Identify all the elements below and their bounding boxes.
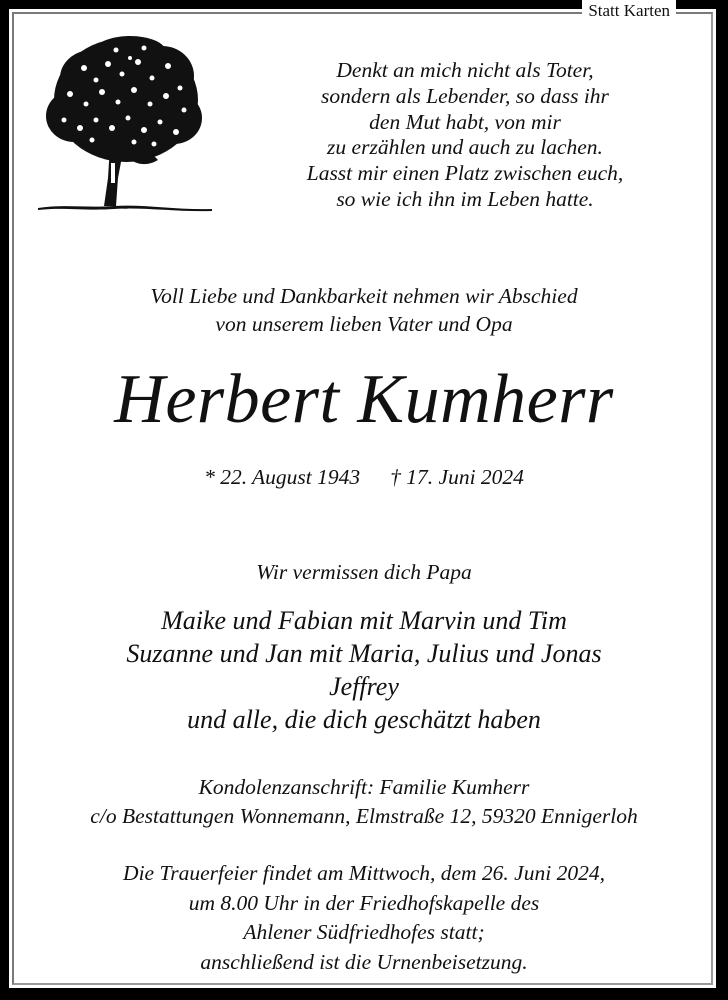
- mourners-list: [0, 604, 728, 736]
- condolence-line: c/o Bestattungen Wonnemann, Elmstraße 12, 59320 Ennigerloh: [90, 804, 638, 828]
- poem-line: so wie ich ihn im Leben hatte.: [336, 186, 594, 211]
- farewell-line: von unserem lieben Vater und Opa: [215, 312, 513, 336]
- service-line: um 8.00 Uhr in der Friedhofskapelle des: [188, 890, 540, 915]
- deceased-name: Herbert Kumherr: [114, 361, 614, 438]
- poem-line: Denkt an mich nicht als Toter,: [336, 58, 594, 82]
- statt-karten-label: Statt Karten: [582, 0, 676, 22]
- mourner-line: Suzanne und Jan mit Maria, Julius und Jonas: [126, 639, 602, 668]
- life-dates: [0, 463, 728, 491]
- tree-icon: [34, 28, 214, 218]
- poem-line: den Mut habt, von mir: [369, 109, 561, 134]
- poem-line: zu erzählen und auch zu lachen.: [327, 135, 603, 160]
- poem-line: sondern als Lebender, so dass ihr: [321, 83, 609, 108]
- farewell-line: Voll Liebe und Dankbarkeit nehmen wir Abschied: [150, 284, 578, 308]
- condolence-address: [0, 773, 728, 831]
- birth-date: * 22. August 1943: [204, 465, 361, 489]
- mourners-intro: Wir vermissen dich Papa: [256, 560, 472, 584]
- mourner-line: Jeffrey: [329, 672, 399, 701]
- mourner-line: und alle, die dich geschätzt haben: [187, 705, 541, 734]
- service-line: anschließend ist die Urnenbeisetzung.: [200, 949, 528, 974]
- poem-line: Lasst mir einen Platz zwischen euch,: [306, 161, 624, 186]
- service-line: Die Trauerfeier findet am Mittwoch, dem 26. Juni 2024,: [123, 861, 605, 885]
- funeral-service-info: [0, 859, 728, 977]
- memorial-poem: [270, 58, 660, 213]
- condolence-line: Kondolenzanschrift: Familie Kumherr: [198, 775, 530, 799]
- service-line: Ahlener Südfriedhofes statt;: [243, 920, 485, 944]
- death-date: † 17. Juni 2024: [390, 465, 524, 489]
- mourner-line: Maike und Fabian mit Marvin und Tim: [161, 606, 567, 635]
- farewell-text: [0, 282, 728, 338]
